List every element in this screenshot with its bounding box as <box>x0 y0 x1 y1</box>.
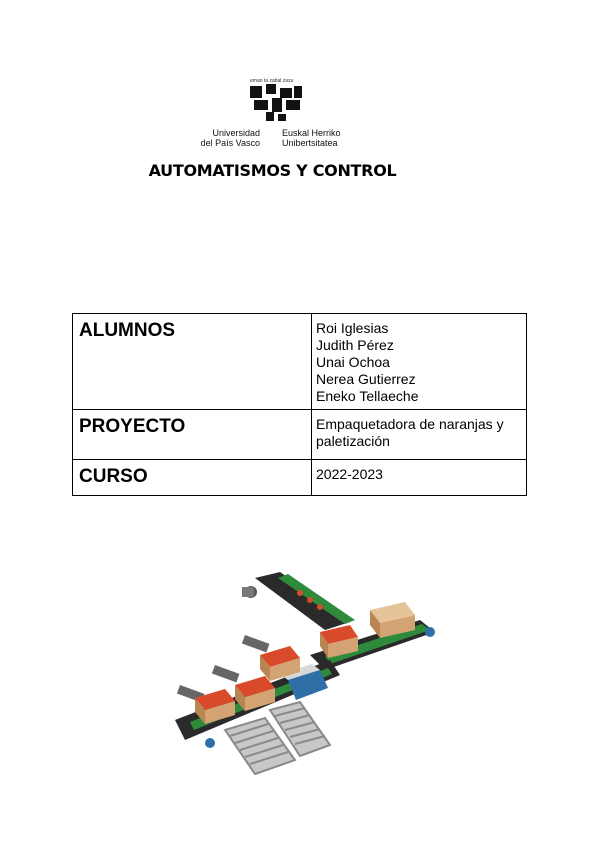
curso-label: CURSO <box>73 460 312 496</box>
table-row-curso <box>73 460 527 496</box>
student-name: Roi Iglesias <box>316 320 389 336</box>
upper-conveyor <box>242 572 355 630</box>
alumnos-list <box>312 314 527 410</box>
proyecto-label: PROYECTO <box>73 410 312 460</box>
student-name: Judith Pérez <box>316 337 394 353</box>
table-row-proyecto <box>73 410 527 460</box>
student-name: Eneko Tellaeche <box>316 388 419 404</box>
university-emblem-icon <box>248 84 304 122</box>
table-row-alumnos <box>73 314 527 410</box>
proyecto-value: Empaquetadora de naranjas y paletización <box>312 410 527 460</box>
conveyor-system-illustration <box>160 560 450 790</box>
alumnos-label: ALUMNOS <box>73 314 312 410</box>
student-name: Nerea Gutierrez <box>316 371 416 387</box>
logo-text-basque: Euskal Herriko Unibertsitatea <box>282 128 341 148</box>
info-table <box>72 313 527 496</box>
curso-value: 2022-2023 <box>312 460 527 496</box>
crates <box>195 602 415 724</box>
student-name: Unai Ochoa <box>316 354 390 370</box>
logo-motto: eman ta zabal zazu <box>250 78 294 84</box>
logo-text-spanish: Universidad del País Vasco <box>200 128 260 148</box>
page-title: AUTOMATISMOS Y CONTROL <box>148 161 397 180</box>
university-logo <box>170 76 370 156</box>
